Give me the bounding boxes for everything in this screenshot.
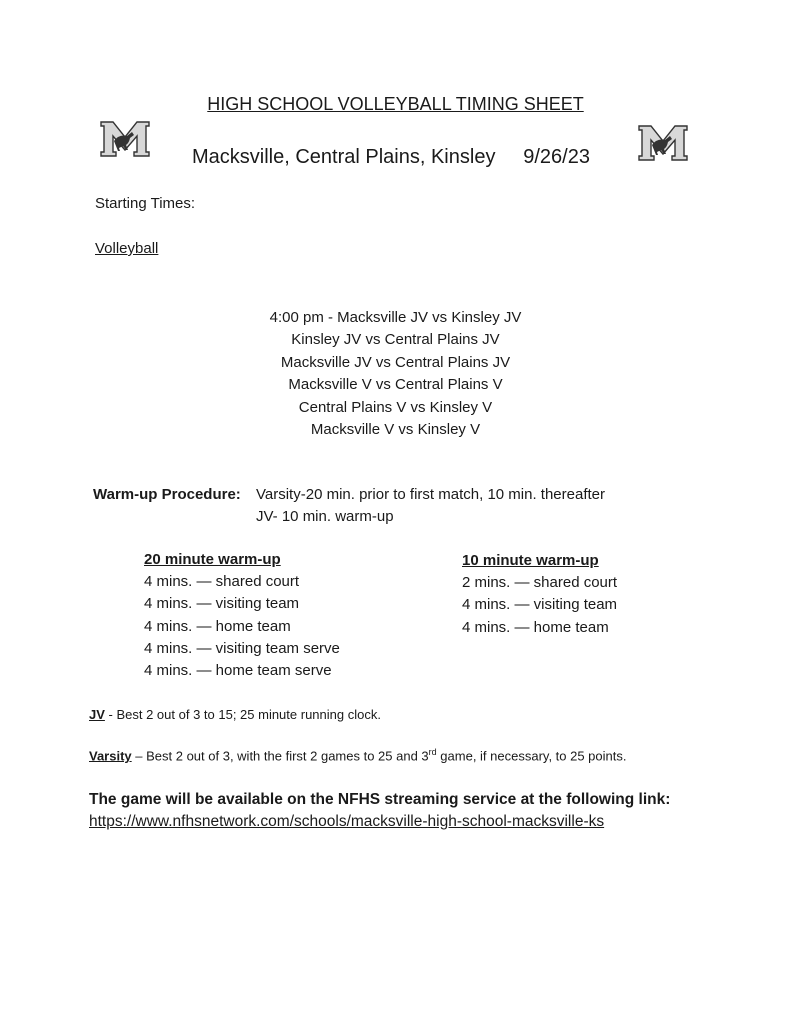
schedule-item: Macksville V vs Kinsley V [310, 421, 481, 439]
list-item: 4 mins. — visiting team [462, 596, 618, 614]
schedule-item: 4:00 pm - Macksville JV vs Kinsley JV [269, 309, 522, 326]
jv-note [89, 707, 381, 722]
sport-label: Volleyball [95, 240, 159, 257]
superscript: rd [428, 747, 437, 757]
schedule-item: Central Plains V vs Kinsley V [298, 398, 493, 416]
subtitle [192, 146, 590, 169]
varsity-warmup: Varsity-20 min. prior to first match, 10 min. thereafter [256, 486, 606, 503]
list-item: 4 mins. — home team [462, 618, 609, 636]
page-title: HIGH SCHOOL VOLLEYBALL TIMING SHEET [207, 94, 584, 114]
warmup-10-heading: 10 minute warm-up [462, 552, 599, 569]
mustang-logo-icon [637, 123, 689, 163]
list-item: 4 mins. — visiting team serve [144, 639, 340, 657]
list-item: 4 mins. — visiting team [144, 595, 300, 613]
schedule-item: Macksville JV vs Central Plains JV [280, 353, 511, 371]
stream-info [89, 789, 670, 833]
warmup-procedure-label: Warm-up Procedure: [93, 486, 241, 503]
schedule-item: Macksville V vs Central Plains V [288, 376, 503, 394]
mustang-logo-icon [99, 119, 151, 159]
starting-times-label: Starting Times: [95, 195, 196, 212]
varsity-note-text: – Best 2 out of 3, with the first 2 games to 25 and 3 [131, 748, 429, 764]
teams: Macksville, Central Plains, Kinsley [192, 146, 496, 168]
schedule-list [0, 307, 791, 441]
list-item: 2 mins. — shared court [462, 574, 618, 592]
warmup-10-list [462, 550, 617, 639]
varsity-note [89, 747, 627, 763]
list-item: 4 mins. — shared court [144, 573, 300, 591]
stream-text: The game will be available on the NFHS streaming service at the following link: [89, 791, 671, 808]
warmup-procedure [93, 484, 605, 528]
schedule-item: Kinsley JV vs Central Plains JV [291, 331, 500, 349]
list-item: 4 mins. — home team [144, 617, 291, 635]
warmup-20-list [144, 549, 340, 682]
date: 9/26/23 [523, 146, 590, 168]
jv-note-text: - Best 2 out of 3 to 15; 25 minute running clock. [104, 707, 381, 722]
warmup-20-heading: 20 minute warm-up [144, 551, 281, 568]
stream-link[interactable]: https://www.nfhsnetwork.com/schools/macksville-high-school-macksville-ks [89, 813, 605, 830]
jv-warmup: JV- 10 min. warm-up [256, 508, 394, 525]
jv-label: JV [89, 707, 105, 722]
varsity-label: Varsity [89, 748, 132, 764]
list-item: 4 mins. — home team serve [144, 662, 332, 680]
varsity-note-text-end: game, if necessary, to 25 points. [436, 748, 627, 764]
